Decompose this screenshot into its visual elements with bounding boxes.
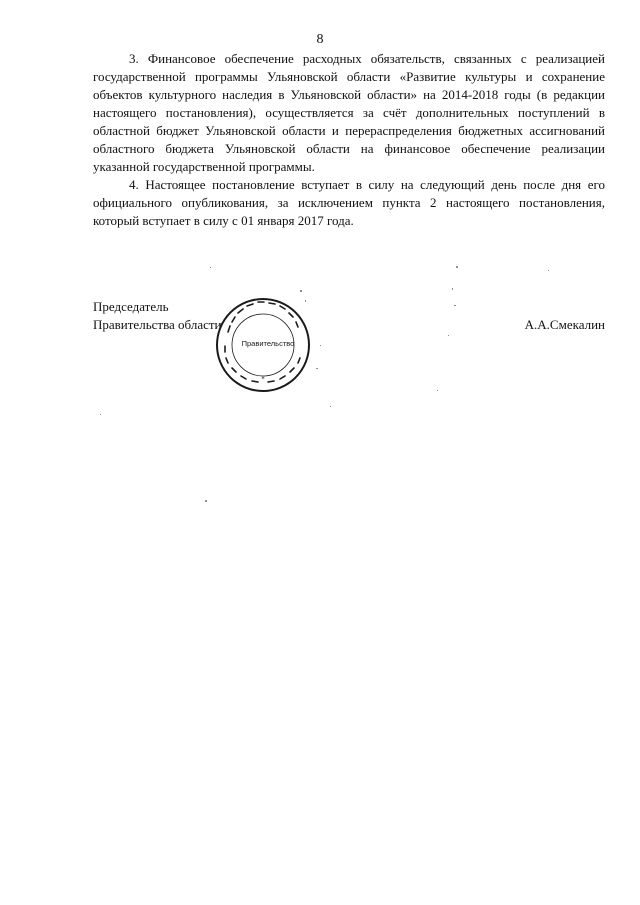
signature-title [93,298,222,334]
seal-star-icon: * [261,375,265,383]
signature-title-line1: Председатель [93,299,169,314]
seal-inner-label: Правительство [241,339,295,348]
paragraph-3: 3. Финансовое обеспечение расходных обязательств, связанных с реализацией государственной программы Ульяновской области «Развитие культуры и сохранение объектов культурного наследия в Ульяновской области» на 2014-2018 годы (в редакции настоящего постановления), осуществляется за счёт дополнительных поступлений в областной бюджет Ульяновской области и перераспределения бюджетных ассигнований областного бюджета Ульяновской области на финансовое обеспечение реализации указанной государственной программы. [93,51,605,174]
signature-title-line2: Правительства области [93,317,222,332]
signature-name: А.А.Смекалин [524,317,605,332]
paragraph-4: 4. Настоящее постановление вступает в силу на следующий день после дня его официального опубликования, за исключением пункта 2 настоящего постановления, который вступает в силу с 01 января 2017 года. [93,177,605,228]
document-body [93,50,605,230]
page-number: 8 [316,32,324,47]
